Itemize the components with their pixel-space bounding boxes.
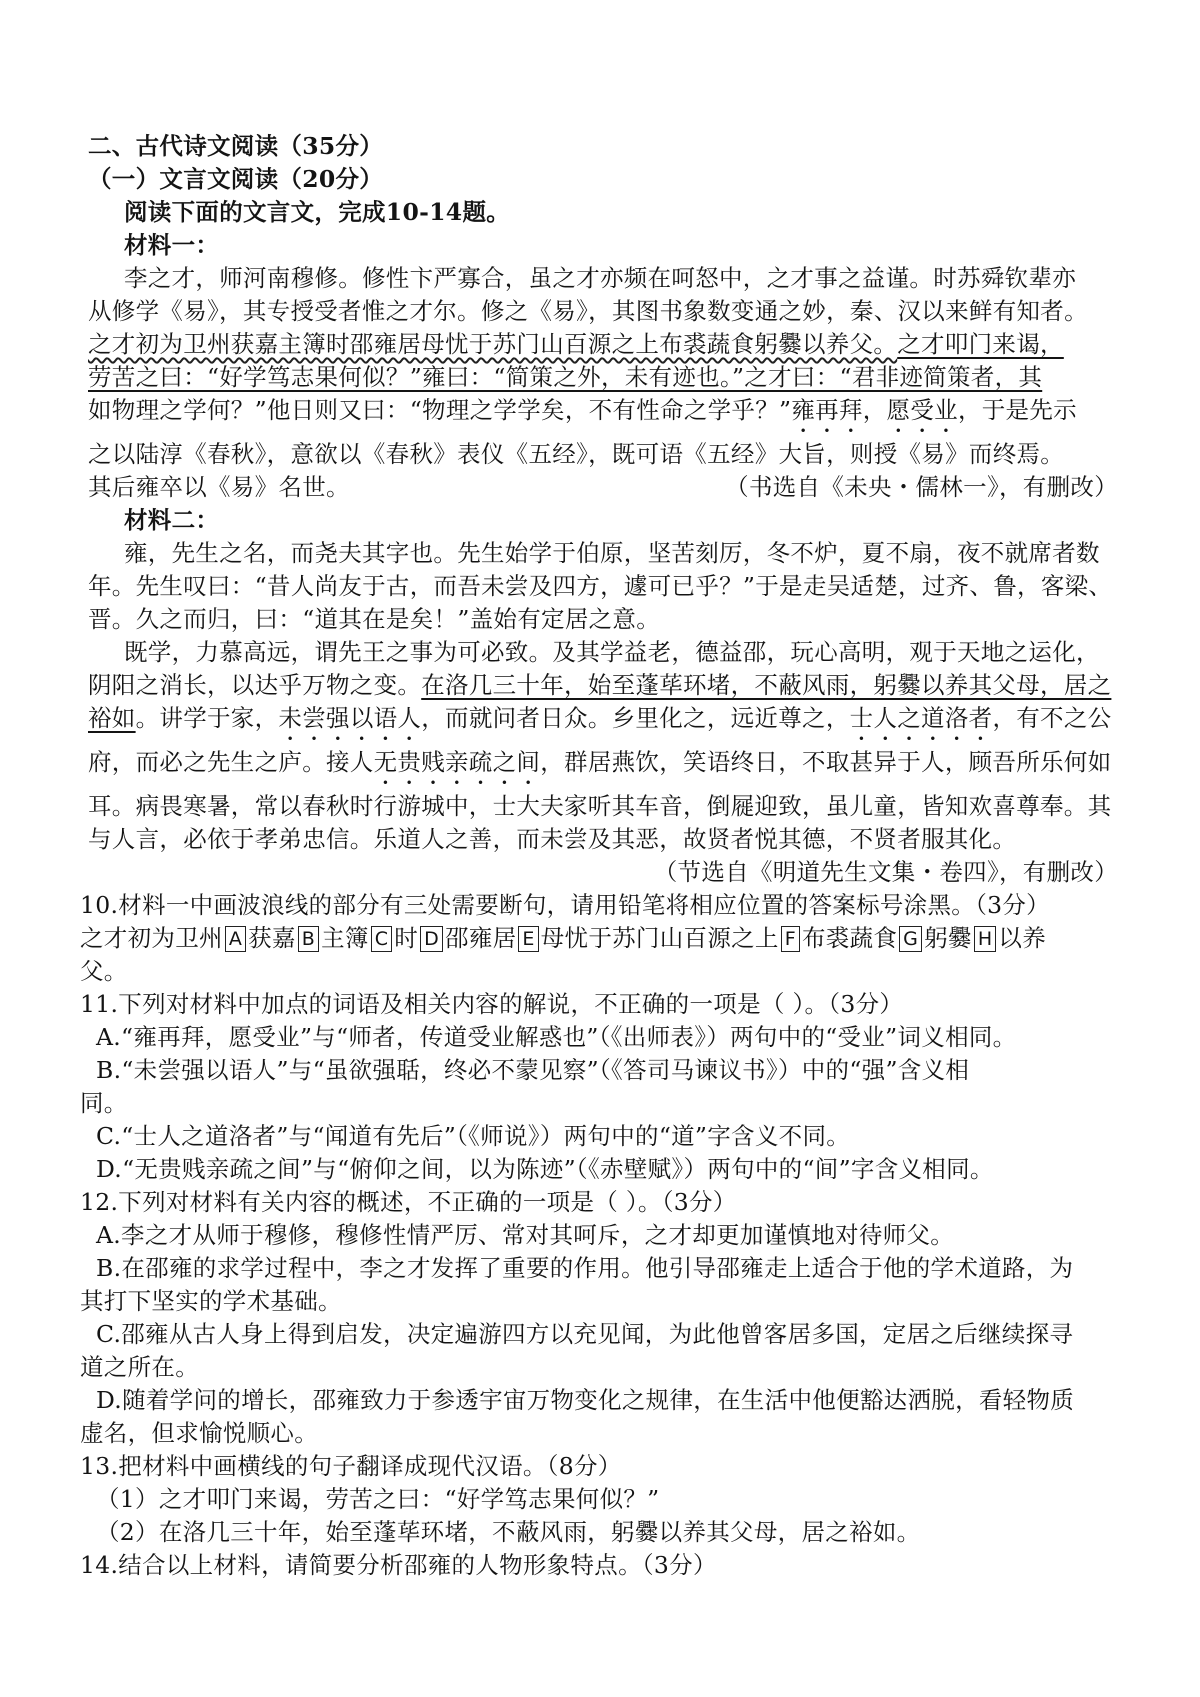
material2-heading: 材料二： — [124, 506, 220, 534]
underlined-sentence-2: 在洛几三十年，始至蓬荜环堵，不蔽风雨，躬爨以养其父母，居之 — [421, 671, 1112, 699]
question-12-stem: 12.下列对材料有关内容的概述，不正确的一项是（ ）。（3分） — [80, 1188, 737, 1216]
question-12-option-d-cont: 虚名，但求愉悦顺心。 — [80, 1419, 318, 1447]
material2-text: ，而就问者日众。乡里化之，远近尊之， — [421, 704, 850, 732]
material2-text: 府，而必之先生之庐。接人 — [88, 748, 374, 776]
question-12-option-b-cont: 其打下坚实的学术基础。 — [80, 1287, 342, 1315]
question-11-option-a[interactable]: A.“雍再拜，愿受业”与“师者，传道受业解惑也”（《出师表》）两句中的“受业”词义相同。 — [96, 1023, 1017, 1051]
question-11-option-d[interactable]: D.“无贵贱亲疏之间”与“俯仰之间，以为陈迹”（《赤壁赋》）两句中的“间”字含义相同。 — [96, 1155, 994, 1183]
material1-text: 其后雍卒以《易》名世。 — [88, 473, 350, 501]
question-13-stem: 13.把材料中画横线的句子翻译成现代汉语。（8分） — [80, 1452, 622, 1480]
material2-line — [88, 669, 1118, 702]
material2-source: （节选自《明道先生文集・卷四》，有删改） — [653, 858, 1118, 886]
question-10-tail: 父。 — [80, 957, 128, 985]
material2-line: 与人言，必依于孝弟忠信。乐道人之善，而未尝及其恶，故贤者悦其德，不贤者服其化。 — [88, 825, 1017, 853]
dotted-phrase: 无贵贱亲疏之间 — [373, 748, 541, 776]
material2-text: ，有不之公 — [992, 704, 1112, 732]
material2-line: 既学，力慕高远，谓先王之事为可必致。及其学益老，德益邵，玩心高明，观于天地之运化， — [124, 638, 1100, 666]
question-12-option-c[interactable]: C.邵雍从古人身上得到启发，决定遍游四方以充见闻，为此他曾客居多国，定居之后继续探寻 — [96, 1320, 1074, 1348]
dotted-phrase: 未尝强以语人 — [278, 704, 422, 732]
answer-label-c[interactable]: C — [371, 926, 393, 952]
answer-label-h[interactable]: H — [974, 926, 997, 952]
question-10-segment: 主簿 — [321, 924, 369, 952]
question-10-segment: 躬爨 — [924, 924, 972, 952]
material2-text: 。讲学于家， — [135, 704, 279, 732]
material2-text: 阴阳之消长，以达乎万物之变。 — [88, 671, 422, 699]
material1-line: 李之才，师河南穆修。修性卞严寡合，虽之才亦频在呵怒中，之才事之益谨。时苏舜钦辈亦 — [124, 264, 1076, 292]
question-10-segment: 邵雍居 — [445, 924, 517, 952]
question-11-option-b[interactable]: B.“未尝强以语人”与“虽欲强聒，终必不蒙见察”（《答司马谏议书》）中的“强”含义相 — [96, 1056, 970, 1084]
exam-page — [80, 130, 1118, 1582]
underlined-sentence-2-cont: 裕如 — [88, 704, 136, 732]
dotted-phrase: 士人之道洛者 — [849, 704, 993, 732]
material1-text: ，于是先示 — [957, 396, 1077, 424]
question-10-segment: 母忧于苏门山百源之上 — [540, 924, 779, 952]
question-12-option-b[interactable]: B.在邵雍的求学过程中，李之才发挥了重要的作用。他引导邵雍走上适合于他的学术道路，为 — [96, 1254, 1074, 1282]
material1-line: 从修学《易》，其专授受者惟之才尔。修之《易》，其图书象数变通之妙，秦、汉以来鲜有知者。 — [88, 297, 1088, 325]
material1-line — [88, 328, 1118, 361]
material1-line — [88, 361, 1118, 394]
question-13-sentence-2: （2）在洛几三十年，始至蓬荜环堵，不蔽风雨，躬爨以养其父母，居之裕如。 — [96, 1518, 921, 1546]
subsection-title: （一）文言文阅读（20分） — [88, 165, 384, 193]
instruction: 阅读下面的文言文，完成10-14题。 — [124, 198, 511, 226]
answer-label-a[interactable]: A — [225, 926, 246, 952]
question-11-stem: 11.下列对材料中加点的词语及相关内容的解说，不正确的一项是（ ）。（3分） — [80, 990, 904, 1018]
material1-line: 之以陆淳《春秋》，意欲以《春秋》表仪《五经》，既可语《五经》大旨，则授《易》而终焉。 — [88, 440, 1065, 468]
question-10-segment: 布裘蔬食 — [801, 924, 898, 952]
question-12-option-c-cont: 道之所在。 — [80, 1353, 199, 1381]
section-title: 二、古代诗文阅读（35分） — [88, 132, 384, 160]
material1-source: （书选自《未央・儒林一》，有删改） — [725, 473, 1118, 501]
answer-label-g[interactable]: G — [899, 926, 922, 952]
material1-line — [88, 394, 1118, 438]
question-10-segment: 获嘉 — [248, 924, 296, 952]
answer-label-d[interactable]: D — [420, 926, 443, 952]
material2-line: 晋。久之而归，曰：“道其在是矣！”盖始有定居之意。 — [88, 605, 661, 633]
question-10-stem: 10.材料一中画波浪线的部分有三处需要断句，请用铅笔将相应位置的答案标号涂黑。（3分） — [80, 891, 1050, 919]
question-13-sentence-1: （1）之才叩门来谒，劳苦之曰：“好学笃志果何似？” — [96, 1485, 660, 1513]
question-14-stem: 14.结合以上材料，请简要分析邵雍的人物形象特点。（3分） — [80, 1551, 717, 1579]
underlined-sentence-1: 之才叩门来谒， — [897, 330, 1064, 358]
material1-heading: 材料一： — [124, 231, 220, 259]
wavy-underlined-passage: 之才初为卫州获嘉主簿时邵雍居母忧于苏门山百源之上布裘蔬食躬爨以养父。 — [88, 330, 898, 358]
answer-label-f[interactable]: F — [781, 926, 800, 952]
material1-text: 如物理之学何？”他日则又曰：“物理之学学矣，不有性命之学乎？” — [88, 396, 792, 424]
question-11-option-b-cont: 同。 — [80, 1089, 128, 1117]
answer-label-e[interactable]: E — [518, 926, 538, 952]
material2-line — [88, 702, 1118, 746]
question-11-option-c[interactable]: C.“士人之道洛者”与“闻道有先后”（《师说》）两句中的“道”字含义不同。 — [96, 1122, 851, 1150]
material2-text: ，群居燕饮，笑语终日，不取甚异于人，顾吾所乐何如 — [540, 748, 1112, 776]
material2-line: 耳。病畏寒暑，常以春秋时行游城中，士大夫家听其车音，倒屣迎致，虽儿童，皆知欢喜尊奉。其 — [88, 792, 1112, 820]
material2-line: 雍，先生之名，而尧夫其字也。先生始学于伯原，坚苦刻厉，冬不炉，夏不扇，夜不就席者数 — [124, 539, 1100, 567]
dotted-phrase: 雍再拜，愿受业 — [791, 396, 958, 424]
material1-line — [88, 471, 1118, 504]
question-10-segment: 时 — [394, 924, 419, 952]
question-10-segment: 以养 — [998, 924, 1047, 952]
answer-label-b[interactable]: B — [298, 926, 319, 952]
material2-line: 年。先生叹曰：“昔人尚友于古，而吾未尝及四方，遽可已乎？”于是走吴适楚，过齐、鲁，客梁、 — [88, 572, 1113, 600]
question-10-segment: 之才初为卫州 — [80, 924, 223, 952]
question-10-options — [80, 922, 1118, 955]
material2-line — [88, 746, 1118, 790]
question-12-option-d[interactable]: D.随着学问的增长，邵雍致力于参透宇宙万物变化之规律，在生活中他便豁达洒脱，看轻物质 — [96, 1386, 1075, 1414]
question-12-option-a[interactable]: A.李之才从师于穆修，穆修性情严厉、常对其呵斥，之才却更加谨慎地对待师父。 — [96, 1221, 955, 1249]
underlined-sentence-1-cont: 劳苦之曰：“好学笃志果何似？”雍曰：“简策之外，未有迹也。”之才曰：“君非迹简策者，其 — [88, 363, 1043, 391]
